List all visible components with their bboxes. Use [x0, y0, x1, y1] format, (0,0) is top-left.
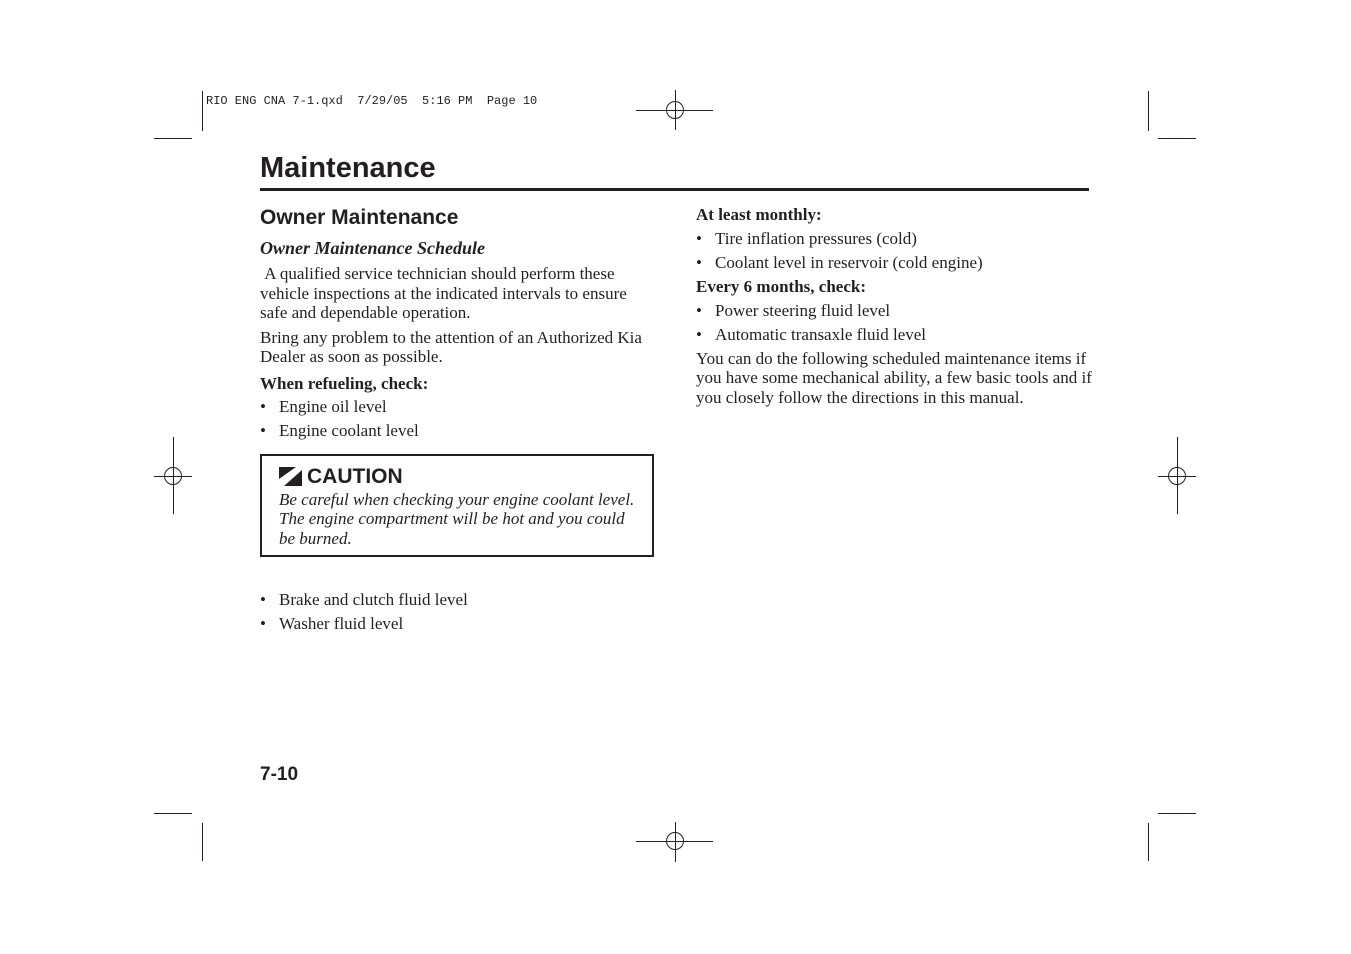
list-item: • Coolant level in reservoir (cold engine) [696, 253, 1096, 273]
six-month-list [696, 301, 1096, 345]
monthly-label: At least monthly: [696, 205, 822, 224]
more-checks-list [260, 590, 655, 634]
list-item: • Power steering fluid level [696, 301, 1096, 321]
list-item: • Engine coolant level [260, 421, 655, 441]
left-column [260, 205, 655, 638]
caution-title: CAUTION [307, 464, 403, 488]
page-title: Maintenance [260, 152, 436, 184]
six-month-label: Every 6 months, check: [696, 277, 866, 296]
closing-paragraph: You can do the following scheduled maintenance items if you have some mechanical ability, a few basic tools and if you closely follow the directions in this manual. [696, 348, 1092, 407]
dealer-paragraph: Bring any problem to the attention of an Authorized Kia Dealer as soon as possible. [260, 327, 642, 366]
caution-header [279, 465, 636, 489]
caution-text: Be careful when checking your engine coolant level. The engine compartment will be hot and you could be burned. [279, 489, 635, 548]
intro-paragraph: A qualified service technician should perform these vehicle inspections at the indicated intervals to ensure safe and dependable operation. [260, 264, 632, 322]
refuel-label: When refueling, check: [260, 373, 429, 393]
monthly-list [696, 229, 1096, 273]
refuel-list [260, 397, 655, 441]
list-item: • Washer fluid level [260, 614, 655, 634]
list-item: • Tire inflation pressures (cold) [696, 229, 1096, 249]
caution-box [260, 454, 654, 558]
right-column [696, 205, 1096, 412]
printer-slug: RIO ENG CNA 7-1.qxd 7/29/05 5:16 PM Page 10 [206, 94, 538, 108]
list-item: • Automatic transaxle fluid level [696, 325, 1096, 345]
page-number: 7-10 [260, 764, 299, 785]
list-item: • Engine oil level [260, 397, 655, 417]
owner-maintenance-heading: Owner Maintenance [260, 206, 459, 229]
caution-slash-icon [279, 467, 302, 486]
schedule-subheading: Owner Maintenance Schedule [260, 238, 486, 258]
title-rule [260, 188, 1089, 191]
list-item: • Brake and clutch fluid level [260, 590, 655, 610]
